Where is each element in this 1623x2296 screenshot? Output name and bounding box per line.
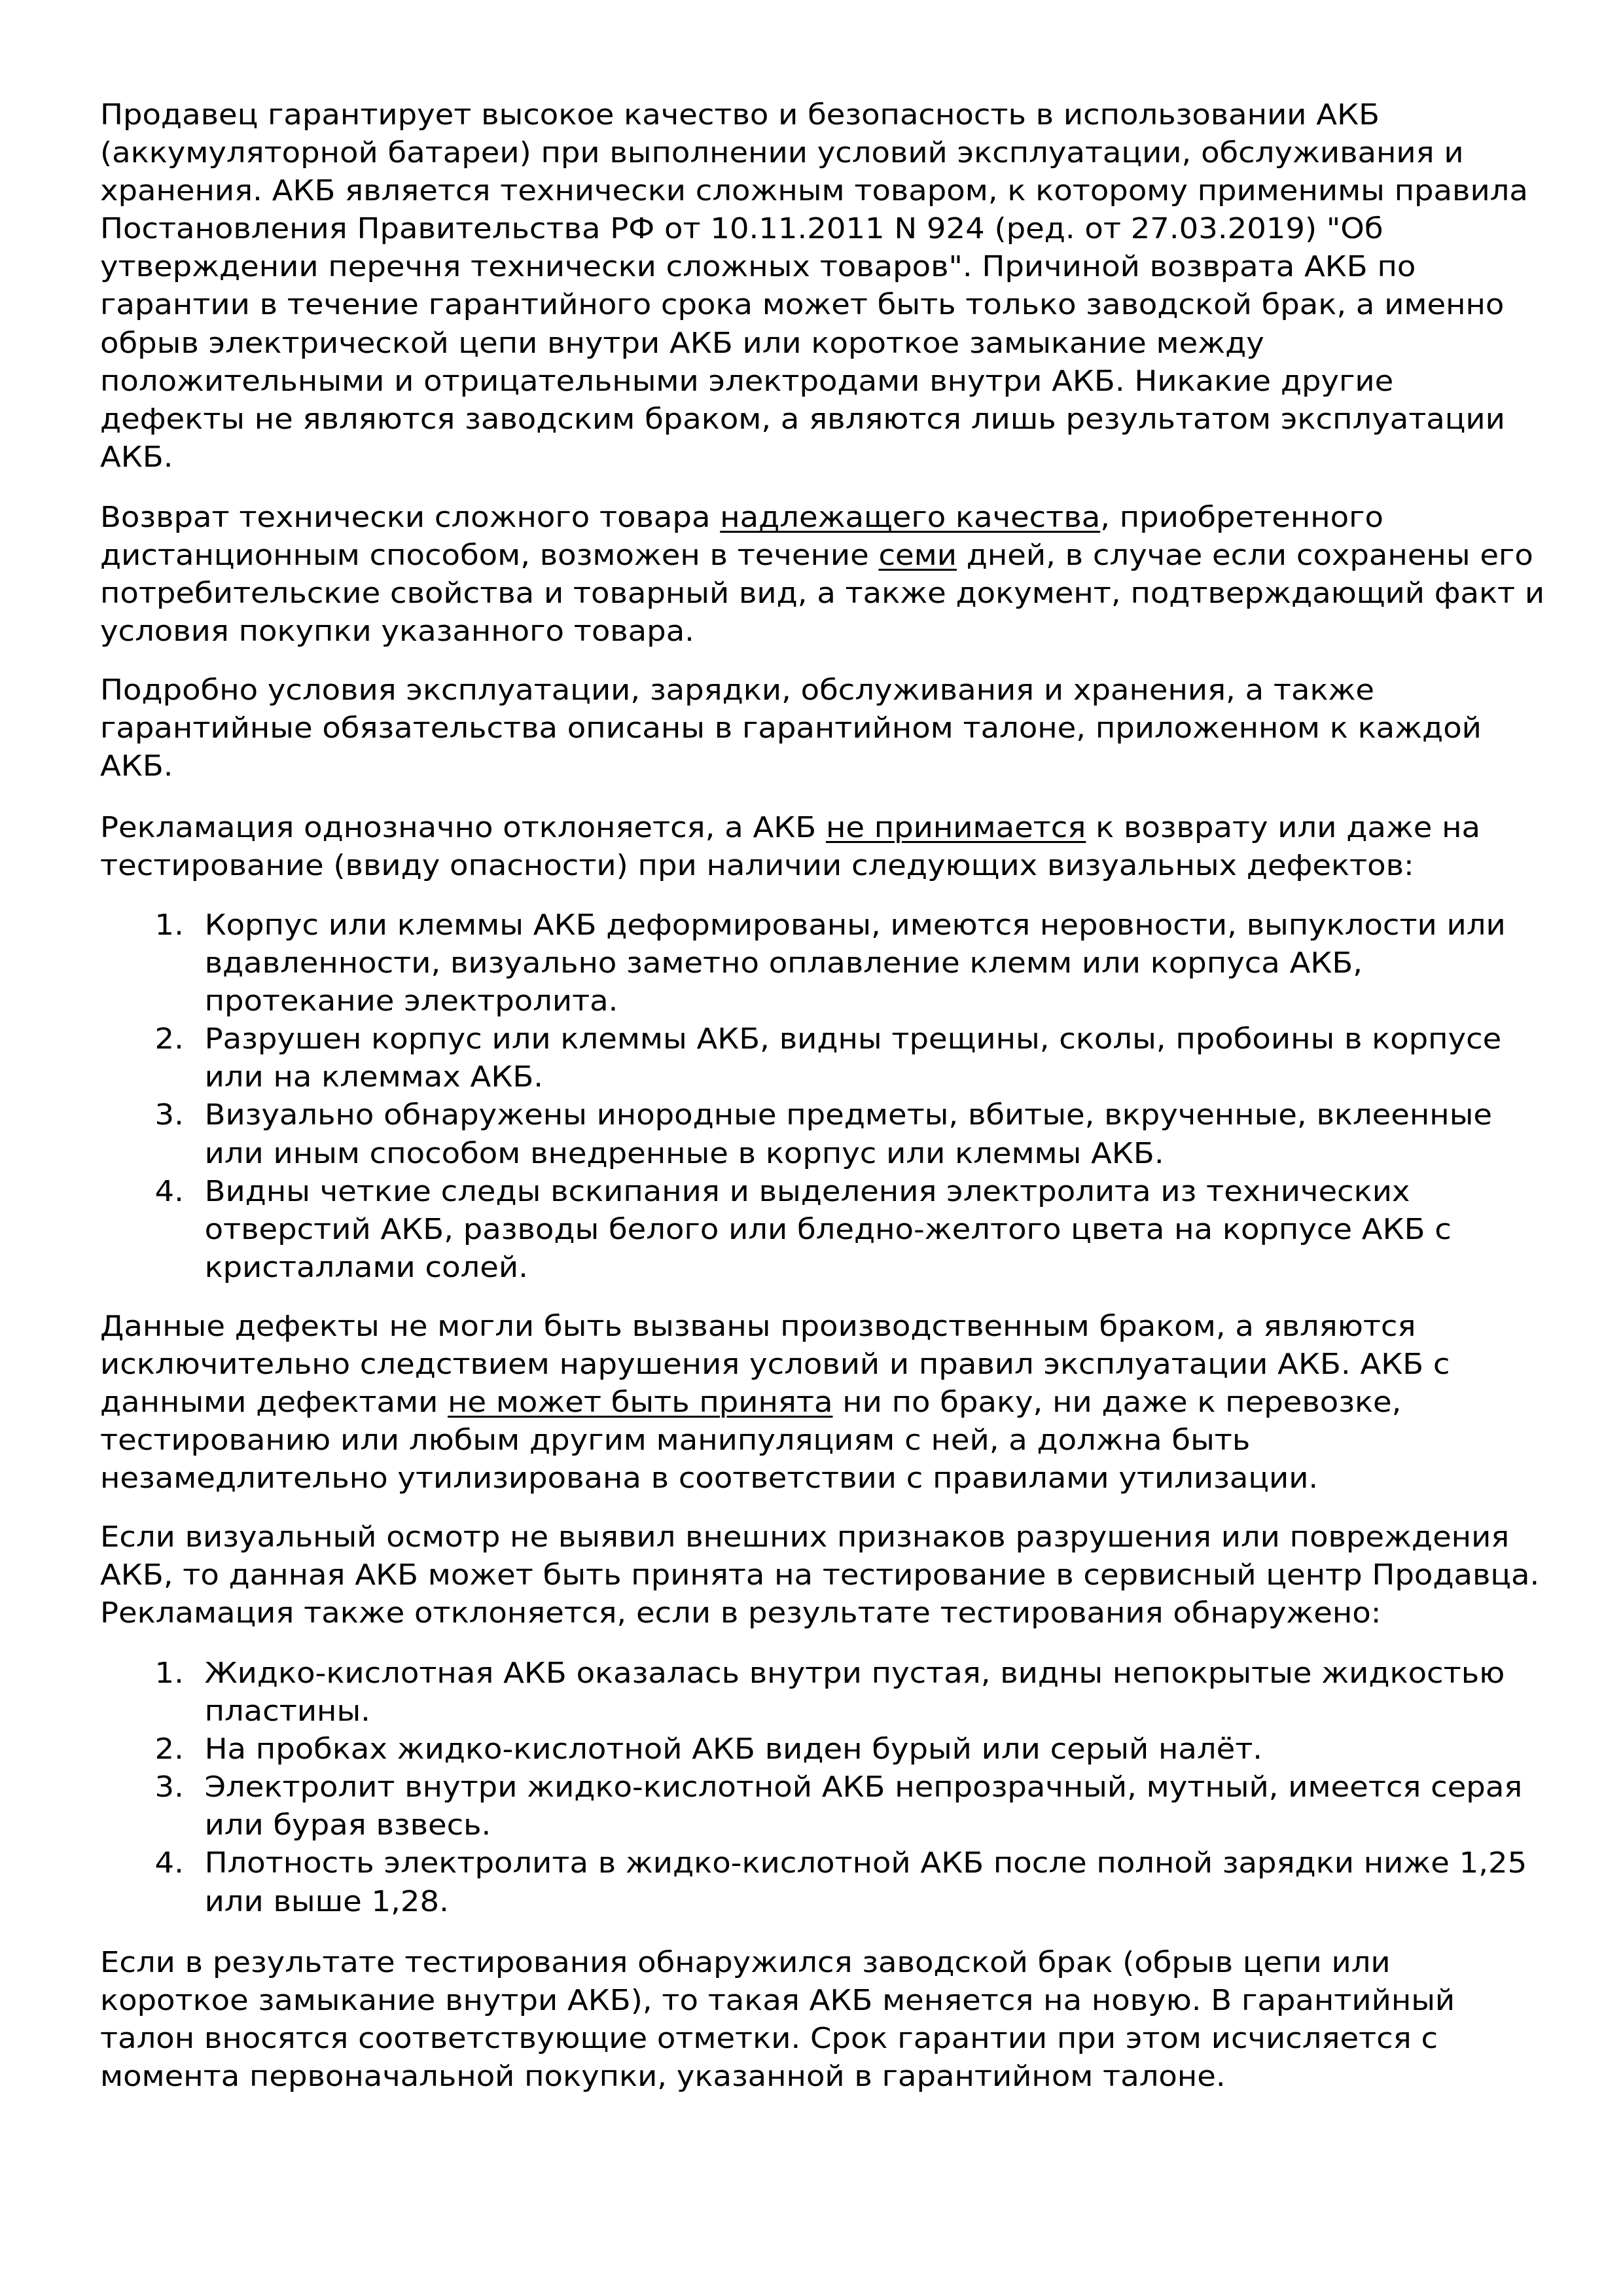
text-segment: ни по браку, ни даже к перевозке, (832, 1386, 1402, 1420)
text-line (205, 1693, 1527, 1731)
paragraph-rejection-visual (100, 809, 1480, 885)
text-segment: гарантийные обязательства описаны в гарантийном талоне, приложенном к каждой (100, 711, 1482, 745)
text-line (205, 1096, 1506, 1134)
text-line (205, 1211, 1506, 1249)
list-number: 3. (154, 1098, 184, 1132)
text-segment: или на клеммах АКБ. (204, 1060, 544, 1094)
list-item (100, 1731, 1527, 1768)
text-line (100, 1556, 1539, 1594)
text-segment: незамедлительно утилизирована в соответствии с правилами утилизации. (100, 1462, 1319, 1496)
list-number: 1. (154, 1657, 184, 1690)
text-line (205, 1173, 1506, 1211)
text-segment: дефекты не являются заводским браком, а являются лишь результатом эксплуатации (100, 402, 1505, 436)
text-line (205, 1806, 1527, 1844)
list-item (100, 1096, 1506, 1172)
paragraph-factory-defect (100, 1944, 1455, 2096)
text-segment: исключительно следствием нарушения условий и правил эксплуатации АКБ. АКБ с (100, 1348, 1450, 1382)
text-segment: тестирование (ввиду опасности) при наличии следующих визуальных дефектов: (100, 849, 1414, 883)
underlined-text: семи (878, 539, 957, 573)
list-testing-defects (100, 1655, 1527, 1921)
underlined-text: надлежащего качества (720, 501, 1101, 534)
paragraph-warranty-intro (100, 96, 1528, 476)
text-segment: Постановления Правительства РФ от 10.11.2011 N 924 (ред. от 27.03.2019) "Об (100, 212, 1383, 246)
text-segment: талон вносятся соответствующие отметки. Срок гарантии при этом исчисляется с (100, 2022, 1438, 2056)
paragraph-return-policy (100, 499, 1544, 651)
text-line (100, 1384, 1450, 1422)
text-segment: утверждении перечня технически сложных товаров". Причиной возврата АКБ по (100, 250, 1416, 284)
text-line (100, 809, 1480, 847)
text-segment: к возврату или даже на (1086, 811, 1481, 844)
text-line (205, 1883, 1527, 1921)
text-segment: Рекламация однозначно отклоняется, а АКБ (100, 811, 826, 844)
text-segment: Возврат технически сложного товара (100, 501, 721, 534)
list-item (100, 1655, 1527, 1731)
list-item (100, 1844, 1527, 1920)
text-line (100, 439, 1528, 476)
text-line (100, 575, 1544, 613)
text-line (100, 1422, 1450, 1460)
text-segment: дистанционным способом, возможен в течение (100, 539, 879, 573)
text-segment: хранения. АКБ является технически сложным товаром, к которому применимы правила (100, 174, 1528, 208)
text-line (100, 248, 1528, 286)
text-line (205, 1135, 1506, 1173)
text-segment: или иным способом внедренные в корпус или клеммы АКБ. (204, 1136, 1164, 1170)
text-line (100, 1346, 1450, 1384)
text-segment: Продавец гарантирует высокое качество и безопасность в использовании АКБ (100, 98, 1380, 132)
list-number: 2. (154, 1732, 184, 1767)
text-segment: АКБ. (100, 440, 173, 474)
text-segment: положительными и отрицательными электродами внутри АКБ. Никакие другие (100, 364, 1394, 398)
text-segment: Данные дефекты не могли быть вызваны производственным браком, а являются (100, 1310, 1416, 1343)
text-line (205, 944, 1506, 982)
list-item (100, 906, 1506, 1020)
text-line (100, 537, 1544, 575)
paragraph-defects-consequence (100, 1308, 1450, 1498)
text-segment: На пробках жидко-кислотной АКБ виден бурый или серый налёт. (204, 1732, 1263, 1767)
text-segment: дней, в случае если сохранены его (956, 539, 1533, 573)
list-number: 3. (154, 1770, 184, 1804)
text-line (205, 1249, 1506, 1287)
text-segment: тестированию или любым другим манипуляциям с ней, а должна быть (100, 1424, 1251, 1458)
text-line (205, 1020, 1506, 1058)
text-segment: или выше 1,28. (204, 1884, 449, 1918)
text-segment: обрыв электрической цепи внутри АКБ или короткое замыкание между (100, 326, 1264, 360)
text-line (100, 96, 1528, 134)
list-item (100, 1020, 1506, 1096)
text-line (205, 906, 1506, 944)
text-segment: вдавленности, визуально заметно оплавление клемм или корпуса АКБ, (204, 946, 1363, 980)
text-line (100, 2020, 1455, 2058)
text-segment: (аккумуляторной батареи) при выполнении условий эксплуатации, обслуживания и (100, 136, 1464, 170)
text-line (100, 1518, 1539, 1556)
text-segment: Подробно условия эксплуатации, зарядки, обслуживания и хранения, а также (100, 673, 1375, 707)
text-line (100, 1982, 1455, 2020)
text-segment: Рекламация также отклоняется, если в результате тестирования обнаружено: (100, 1596, 1382, 1630)
text-line (100, 613, 1544, 651)
text-segment: протекание электролита. (204, 984, 618, 1018)
list-number: 4. (154, 1174, 184, 1208)
list-number: 1. (154, 908, 184, 942)
text-line (100, 325, 1528, 363)
text-line (100, 210, 1528, 248)
text-line (100, 499, 1544, 537)
text-segment: или бурая взвесь. (204, 1808, 491, 1842)
text-line (205, 1844, 1527, 1882)
paragraph-warranty-card (100, 672, 1482, 785)
list-number: 2. (154, 1022, 184, 1056)
text-line (100, 363, 1528, 401)
text-segment: данными дефектами (100, 1386, 448, 1420)
text-segment: Корпус или клеммы АКБ деформированы, имеются неровности, выпуклости или (204, 908, 1506, 942)
text-line (100, 847, 1480, 885)
text-segment: гарантии в течение гарантийного срока может быть только заводской брак, а именно (100, 288, 1505, 322)
text-line (100, 172, 1528, 210)
text-segment: пластины. (204, 1695, 370, 1729)
text-line (205, 1731, 1527, 1768)
underlined-text: не принимается (825, 811, 1086, 844)
text-segment: Если визуальный осмотр не выявил внешних признаков разрушения или повреждения (100, 1520, 1510, 1554)
text-segment: Если в результате тестирования обнаружился заводской брак (обрыв цепи или (100, 1946, 1391, 1979)
text-segment: Жидко-кислотная АКБ оказалась внутри пустая, видны непокрытые жидкостью (204, 1657, 1505, 1690)
text-segment: условия покупки указанного товара. (100, 615, 694, 649)
text-line (100, 1308, 1450, 1346)
list-item (100, 1173, 1506, 1287)
text-line (100, 286, 1528, 324)
text-line (100, 134, 1528, 172)
text-segment: кристаллами солей. (204, 1250, 528, 1284)
text-line (100, 401, 1528, 439)
list-number: 4. (154, 1846, 184, 1880)
text-line (100, 1944, 1455, 1982)
text-segment: Разрушен корпус или клеммы АКБ, видны трещины, сколы, пробоины в корпусе (204, 1022, 1502, 1056)
text-line (205, 982, 1506, 1020)
text-line (100, 709, 1482, 747)
text-segment: Плотность электролита в жидко-кислотной АКБ после полной зарядки ниже 1,25 (204, 1846, 1527, 1880)
text-segment: короткое замыкание внутри АКБ), то такая АКБ меняется на новую. В гарантийный (100, 1984, 1455, 2018)
text-segment: Электролит внутри жидко-кислотной АКБ непрозрачный, мутный, имеется серая (204, 1770, 1523, 1804)
text-segment: отверстий АКБ, разводы белого или бледно-желтого цвета на корпусе АКБ с (204, 1212, 1452, 1246)
text-segment: Видны четкие следы вскипания и выделения электролита из технических (204, 1174, 1410, 1208)
text-line (100, 2058, 1455, 2096)
text-line (100, 747, 1482, 785)
text-segment: АКБ, то данная АКБ может быть принята на тестирование в сервисный центр Продавца. (100, 1558, 1540, 1592)
text-segment: АКБ. (100, 749, 173, 783)
list-visual-defects (100, 906, 1506, 1287)
text-segment: Визуально обнаружены инородные предметы, вбитые, вкрученные, вклеенные (204, 1098, 1493, 1132)
text-line (205, 1655, 1527, 1693)
text-line (205, 1768, 1527, 1806)
text-segment: момента первоначальной покупки, указанной в гарантийном талоне. (100, 2060, 1226, 2094)
text-segment: , приобретенного (1100, 501, 1383, 534)
text-line (100, 672, 1482, 709)
underlined-text: не может быть принята (448, 1386, 833, 1420)
text-line (100, 1594, 1539, 1632)
text-line (100, 1460, 1450, 1498)
text-segment: потребительские свойства и товарный вид, а также документ, подтверждающий факт и (100, 577, 1545, 611)
list-item (100, 1768, 1527, 1844)
paragraph-testing-intro (100, 1518, 1539, 1632)
text-line (205, 1058, 1506, 1096)
